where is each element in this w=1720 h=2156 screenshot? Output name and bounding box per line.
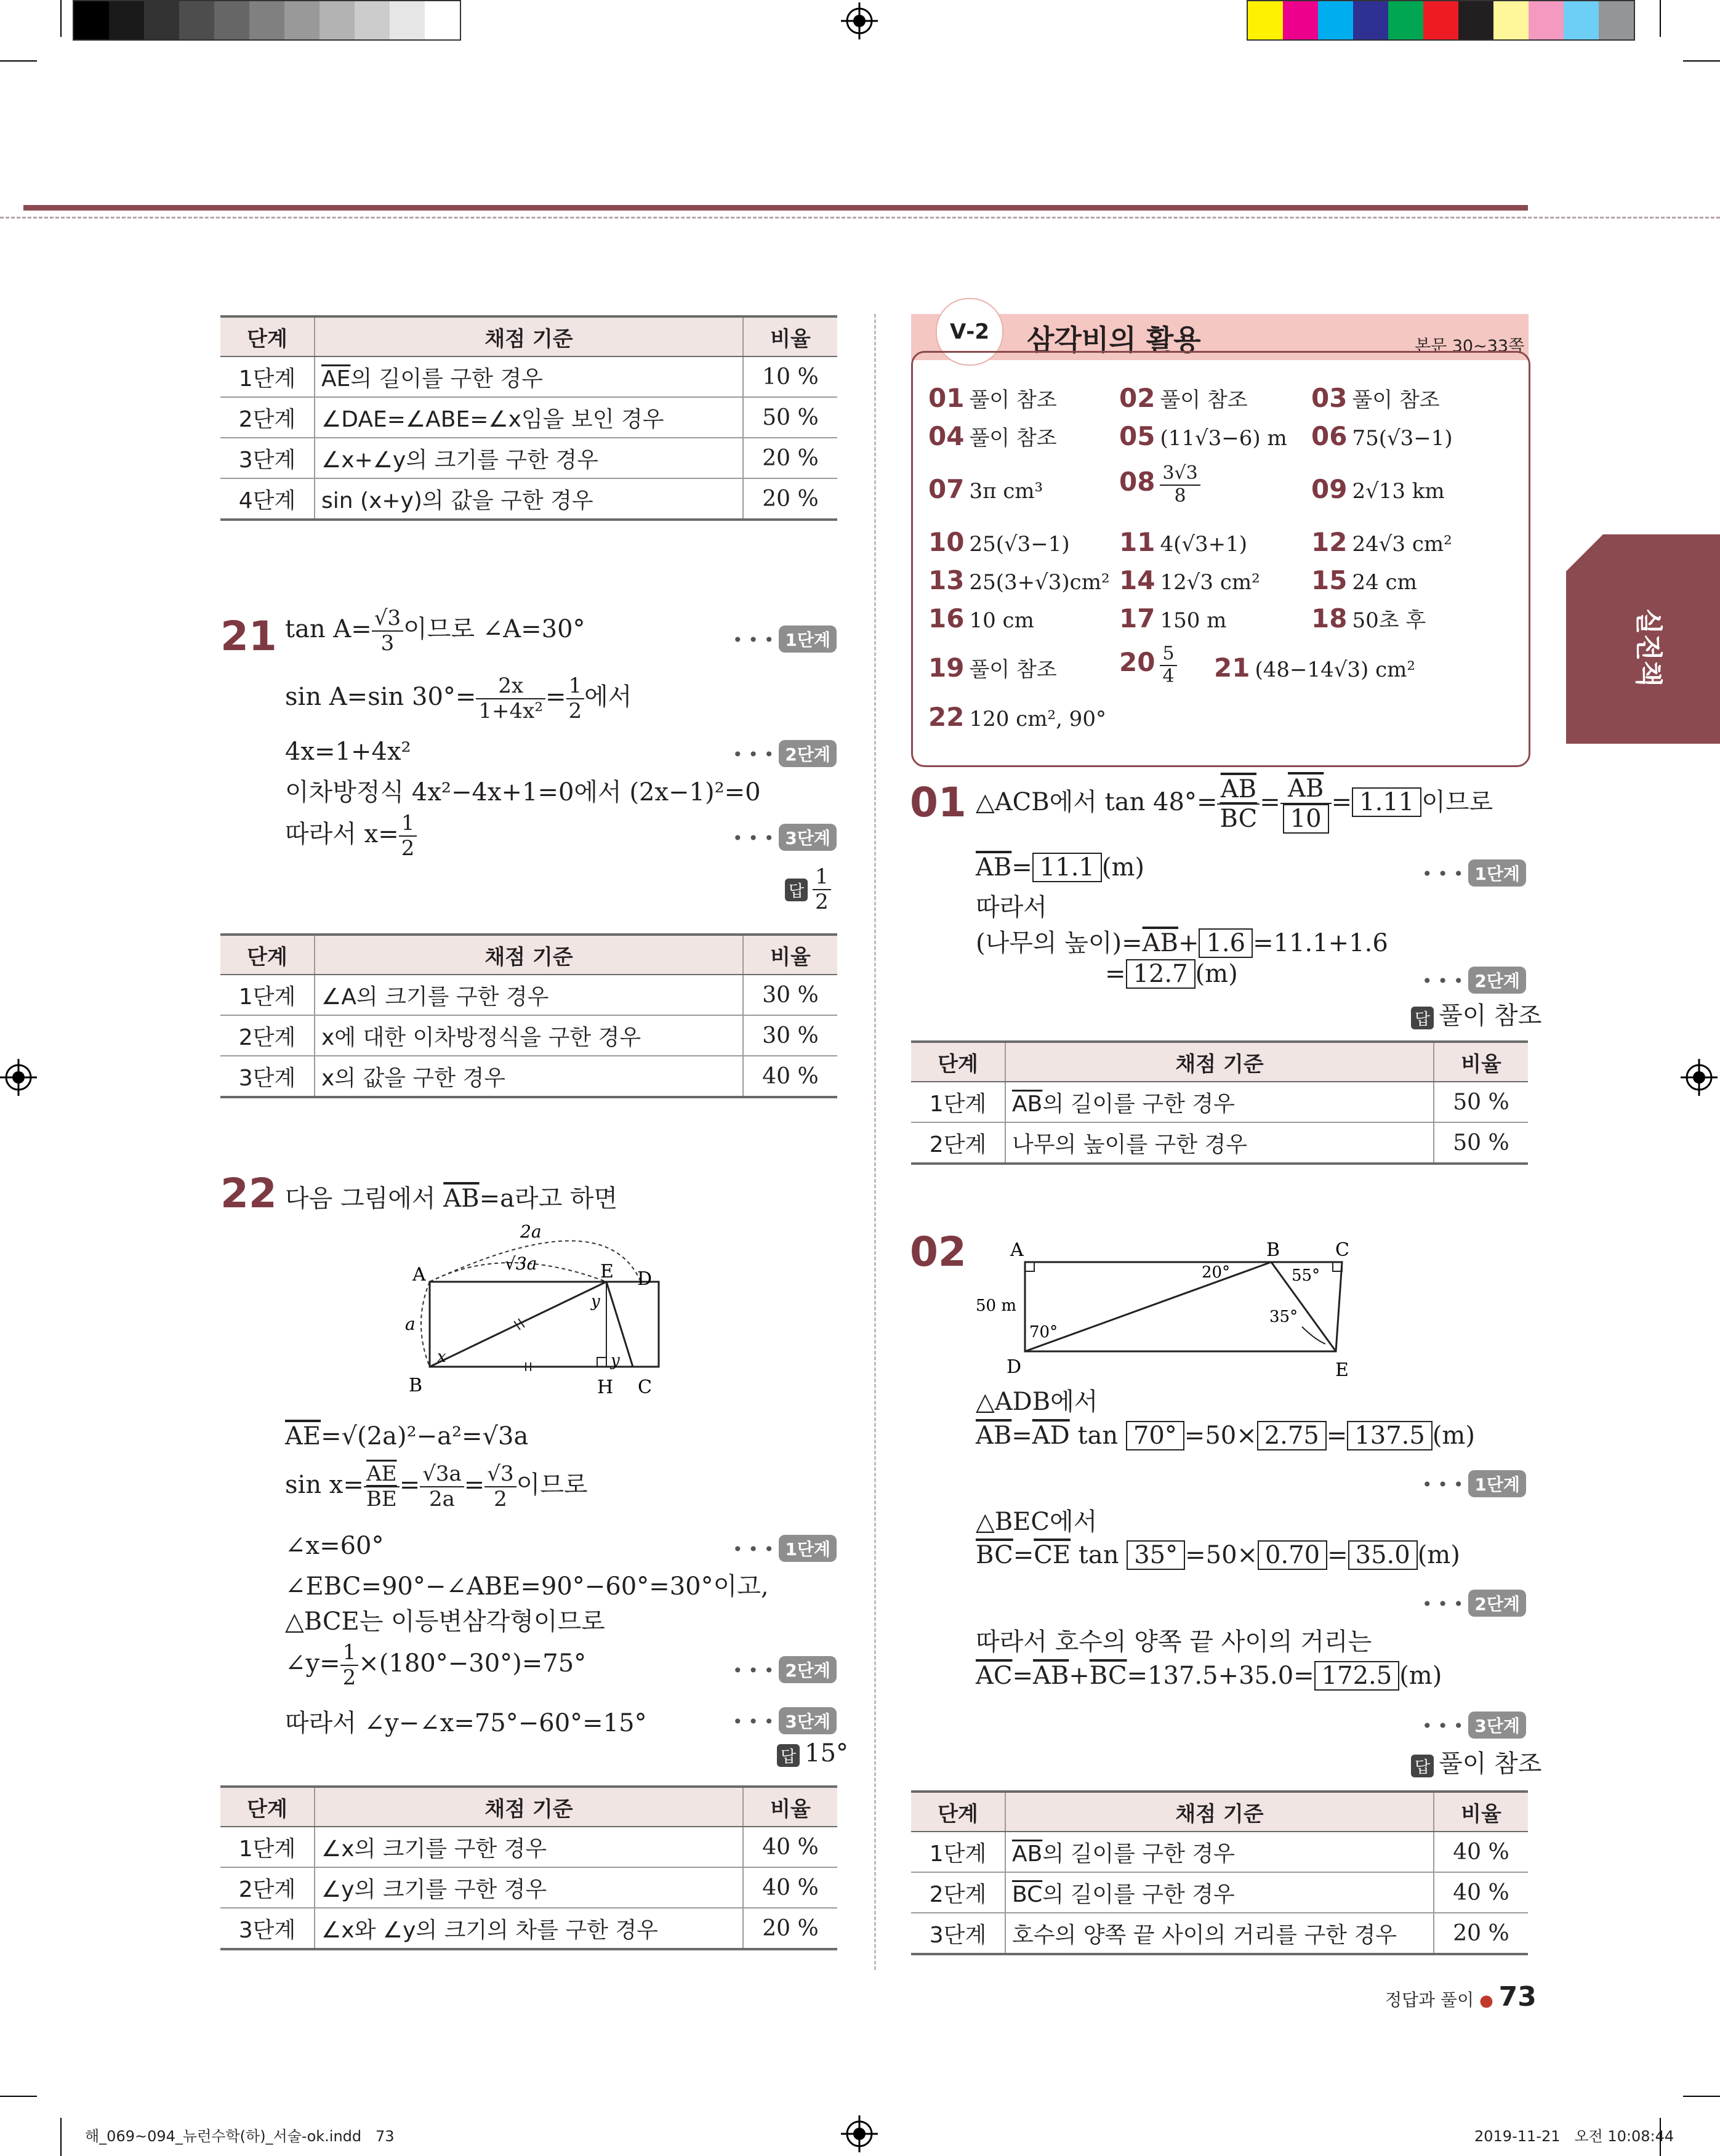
answer-18: 18 50초 후 [1311, 603, 1426, 634]
answer-20: 20 $\frac{5}{4}$ [1119, 643, 1177, 687]
crop-mark [0, 60, 37, 62]
scoring-table-q21: 단계 채점 기준 비율 1단계 ∠A의 크기를 구한 경우 30 % 2단계 x에 대한 이차방정식을 구한 경우 30 % 3단계 x의 값을 구한 경우 40 % [220, 933, 837, 1098]
grayscale-bar [73, 0, 461, 41]
table-row: 1단계 ∠x의 크기를 구한 경우 40 % [220, 1827, 837, 1867]
label-y2: y [611, 1351, 620, 1370]
step-badge: • • • 2단계 [1422, 1590, 1526, 1617]
registration-mark-left-icon [0, 1059, 37, 1096]
answer-07: 07 3π cm³ [928, 474, 1043, 504]
answer-11: 11 4(√3+1) [1119, 527, 1248, 557]
answer-02: 02 풀이 참조 [1119, 383, 1248, 413]
label-20deg: 20° [1202, 1263, 1231, 1282]
step-badge: • • • 2단계 [733, 1656, 837, 1683]
answer-15: 15 24 cm [1311, 565, 1417, 595]
step-badge: • • • 1단계 [733, 625, 837, 653]
table-row: 1단계 ∠A의 크기를 구한 경우 30 % [220, 975, 837, 1015]
label-2a: 2a [520, 1221, 542, 1242]
table-row: 2단계 x에 대한 이차방정식을 구한 경우 30 % [220, 1015, 837, 1056]
label-55deg: 55° [1292, 1266, 1320, 1285]
answer-01: 01 풀이 참조 [928, 383, 1057, 413]
label-H: H [597, 1377, 614, 1398]
answer-09: 09 2√13 km [1311, 474, 1445, 504]
q02-line-5: 따라서 호수의 양쪽 끝 사이의 거리는 [976, 1628, 1372, 1656]
answer-05: 05 (11√3−6) m [1119, 421, 1287, 451]
answer-08: 08 $\frac{3√3}{8}$ [1119, 463, 1200, 507]
scoring-table-02: 단계 채점 기준 비율 1단계 $\overline{AB}$의 길이를 구한 경우 40 % 2단계 $\overline{BC}$의 길이를 구한 경우 40 % 3단계 호수의 양쪽 끝 사이의 거리를 구한 경우 20 % [911, 1790, 1528, 1955]
table-row: 3단계 ∠x와 ∠y의 크기의 차를 구한 경우 20 % [220, 1908, 837, 1949]
section-badge: Ⅴ-2 [936, 298, 1003, 366]
question-number-01: 01 [910, 779, 966, 826]
question-number-21: 21 [220, 613, 277, 660]
answer-16: 16 10 cm [928, 603, 1034, 634]
label-B: B [409, 1375, 423, 1396]
column-divider [874, 314, 876, 1970]
q22-line-3: ∠x=60° [285, 1532, 384, 1560]
q22-line-4: ∠EBC=90°−∠ABE=90°−60°=30°이고, [285, 1572, 769, 1601]
crop-mark [0, 2096, 37, 2097]
step-badge: • • • 2단계 [733, 740, 837, 767]
scoring-table-q22: 단계 채점 기준 비율 1단계 ∠x의 크기를 구한 경우 40 % 2단계 ∠y의 크기를 구한 경우 40 % 3단계 ∠x와 ∠y의 크기의 차를 구한 경우 20 % [220, 1785, 837, 1950]
label-C: C [1335, 1239, 1349, 1261]
footer-filename: 해_069~094_뉴런수학(하)_서술-ok.indd 73 [85, 2128, 395, 2145]
label-35deg: 35° [1269, 1308, 1298, 1326]
q21-line-3: 4x=1+4x² [285, 738, 411, 766]
answer-04: 04 풀이 참조 [928, 421, 1057, 451]
question-number-22: 22 [220, 1170, 277, 1217]
q22-line-2: sin x= $\frac{\overline{AE}}{BE}$ = $\frac{√3a}{2a}$ = $\frac{√3}{2}$ 이므로 [285, 1462, 588, 1512]
table-row: 3단계 ∠x+∠y의 크기를 구한 경우 20 % [220, 438, 837, 478]
table-row: 2단계 ∠y의 크기를 구한 경우 40 % [220, 1867, 837, 1908]
table-row: 2단계 $\overline{BC}$의 길이를 구한 경우 40 % [911, 1872, 1528, 1913]
q22-line-1: $\overline{AE}=√(2a)^2-a^2=√3a$ [285, 1422, 529, 1450]
label-E: E [1335, 1359, 1349, 1376]
crop-mark [1683, 2096, 1720, 2097]
footer-page-label: 정답과 풀이 ● 73 [1385, 1981, 1537, 2013]
label-B: B [1266, 1239, 1280, 1261]
header-dashed-line [0, 217, 1720, 219]
crop-mark [1683, 60, 1720, 62]
table-row: 3단계 호수의 양쪽 끝 사이의 거리를 구한 경우 20 % [911, 1913, 1528, 1954]
label-root3a: √3a [505, 1253, 537, 1274]
footer-timestamp: 2019-11-21 오전 10:08:44 [1474, 2128, 1674, 2145]
table-row: 1단계 $\overline{AE}$의 길이를 구한 경우 10 % [220, 356, 837, 397]
q22-rectangle-figure [394, 1219, 671, 1410]
q22-line-6: ∠y= $\frac{1}{2}$ ×(180°−30°)=75° [285, 1640, 587, 1691]
scoring-table-q20: 단계 채점 기준 비율 1단계 $\overline{AE}$의 길이를 구한 경우 10 % 2단계 ∠DAE=∠ABE=∠x임을 보인 경우 50 % 3단계 ∠x+∠y의 크기를 구한 경우 20 % 4단계 sin (x+y)의 값을 구한 경우 20 % [220, 315, 837, 521]
answer-03: 03 풀이 참조 [1311, 383, 1440, 413]
answer-14: 14 12√3 cm² [1119, 565, 1260, 595]
answer-19: 19 풀이 참조 [928, 653, 1057, 683]
crop-mark [1660, 0, 1661, 37]
table-row: 1단계 $\overline{AB}$의 길이를 구한 경우 50 % [911, 1082, 1528, 1122]
q02-line-3: △BEC에서 [976, 1508, 1098, 1536]
section-title: 삼각비의 활용 [1027, 323, 1201, 356]
q21-line-5: 따라서 x= $\frac{1}{2}$ [285, 811, 417, 861]
answer-21: 21 (48−14√3) cm² [1214, 653, 1416, 683]
label-70deg: 70° [1029, 1323, 1058, 1341]
q02-line-6: $\overline{AC}=\overline{AB}+\overline{BC}=137.5+35.0= 172.5$ (m) [976, 1662, 1442, 1690]
question-number-02: 02 [910, 1228, 966, 1276]
registration-mark-bottom-icon [841, 2115, 878, 2152]
step-badge: • • • 3단계 [1422, 1712, 1526, 1739]
scoring-table-01: 단계 채점 기준 비율 1단계 $\overline{AB}$의 길이를 구한 경우 50 % 2단계 나무의 높이를 구한 경우 50 % [911, 1040, 1528, 1165]
label-y1: y [591, 1292, 600, 1311]
q22-line-5: △BCE는 이등변삼각형이므로 [285, 1607, 605, 1636]
step-badge: • • • 1단계 [1422, 859, 1526, 887]
q22-intro: 다음 그림에서 $\overline{AB}=a$라고 하면 [285, 1185, 618, 1213]
header-rule [23, 205, 1528, 211]
q02-line-4: $\overline{BC}=\overline{CE}$ tan 35° =50× 0.70 = 35.0 (m) [976, 1541, 1460, 1569]
step-badge: • • • 1단계 [1422, 1470, 1526, 1497]
step-badge: • • • 1단계 [733, 1535, 837, 1562]
side-tab [1566, 534, 1720, 744]
q21-answer: 답 $\frac{1}{2}$ [785, 865, 831, 914]
label-A: A [412, 1264, 426, 1285]
table-row: 3단계 x의 값을 구한 경우 40 % [220, 1056, 837, 1097]
q01-answer: 답 풀이 참조 [1411, 996, 1541, 1031]
q01-line-3: 따라서 [976, 893, 1047, 922]
label-D: D [637, 1268, 653, 1290]
q01-line-5: = 12.7 (m) [1105, 960, 1238, 988]
crop-mark [60, 0, 62, 37]
q02-answer: 답 풀이 참조 [1411, 1744, 1541, 1779]
answer-17: 17 150 m [1119, 603, 1227, 634]
answer-10: 10 25(√3−1) [928, 527, 1070, 557]
q22-line-7: 따라서 ∠y−∠x=75°−60°=15° [285, 1709, 647, 1737]
answer-12: 12 24√3 cm² [1311, 527, 1452, 557]
table-row: 1단계 $\overline{AB}$의 길이를 구한 경우 40 % [911, 1832, 1528, 1872]
color-bar [1247, 0, 1635, 41]
label-A: A [1010, 1239, 1024, 1261]
q21-line-1: tan A= $\frac{√3}{3}$ 이므로 ∠A=30° [285, 606, 585, 656]
table-row: 4단계 sin (x+y)의 값을 구한 경우 20 % [220, 478, 837, 520]
table-row: 2단계 나무의 높이를 구한 경우 50 % [911, 1122, 1528, 1164]
label-x: x [437, 1348, 446, 1366]
q01-line-1: △ACB에서 tan 48°= $\frac{\overline{AB}}{BC}$ = $\frac{\overline{AB}}{10}$ = 1.11 이므로 [976, 774, 1493, 833]
side-tab-label: 실전책 [1633, 608, 1664, 687]
answer-06: 06 75(√3−1) [1311, 421, 1453, 451]
step-badge: • • • 3단계 [733, 1707, 837, 1734]
q02-lake-figure [970, 1234, 1370, 1376]
q22-answer: 답 15° [777, 1739, 848, 1768]
label-D: D [1007, 1356, 1022, 1376]
crop-mark [60, 2118, 62, 2156]
step-badge: • • • 3단계 [733, 824, 837, 851]
q21-line-4: 이차방정식 4x²−4x+1=0에서 (2x−1)²=0 [285, 778, 761, 806]
answer-22: 22 120 cm², 90° [928, 702, 1106, 732]
registration-mark-top-icon [841, 2, 878, 39]
registration-mark-right-icon [1681, 1059, 1718, 1096]
q02-line-1: △ADB에서 [976, 1388, 1098, 1416]
label-E: E [600, 1261, 614, 1282]
q01-line-2: $\overline{AB}= 11.1$ (m) [976, 853, 1144, 882]
step-badge: • • • 2단계 [1422, 967, 1526, 994]
q01-line-4: (나무의 높이)$=\overline{AB}+ 1.6 =11.1+1.6$ [976, 929, 1388, 957]
q21-line-2: sin A=sin 30°= $\frac{2x}{\text{1+4x²}}$ = $\frac{1}{2}$ 에서 [285, 674, 632, 724]
answer-13: 13 25(3+√3)cm² [928, 565, 1110, 595]
label-a: a [405, 1314, 416, 1334]
table-row: 2단계 ∠DAE=∠ABE=∠x임을 보인 경우 50 % [220, 397, 837, 438]
page-number: 73 [1498, 1981, 1537, 2013]
q02-line-2: $\overline{AB}=\overline{AD}$ tan 70° =50× 2.75 = 137.5 (m) [976, 1422, 1475, 1450]
label-50m: 50 m [976, 1297, 1017, 1315]
label-C: C [638, 1377, 652, 1398]
section-page-ref: 본문 30~33쪽 [1415, 337, 1525, 356]
